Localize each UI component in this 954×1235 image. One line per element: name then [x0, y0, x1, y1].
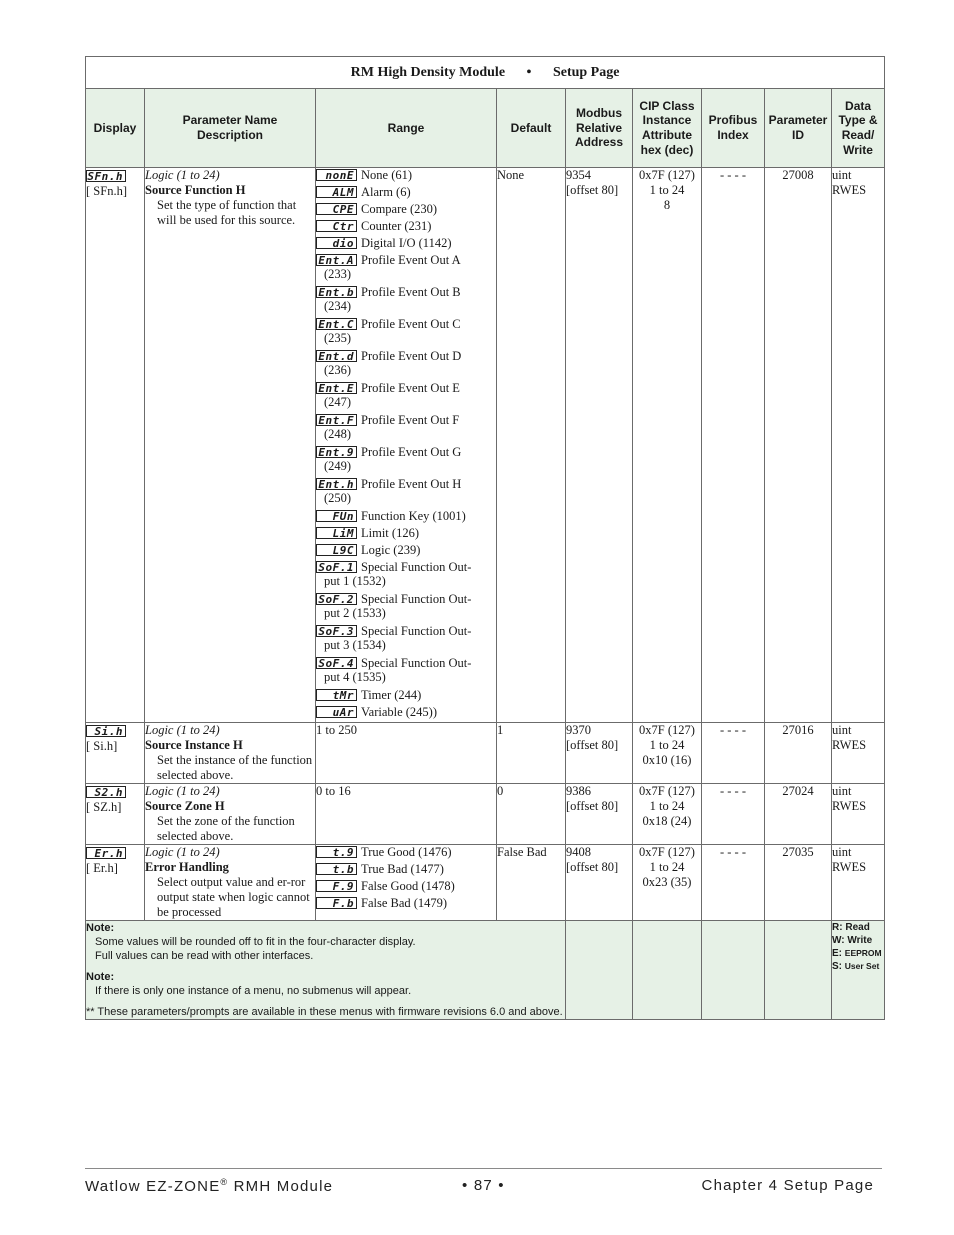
default-value: False Bad	[497, 845, 566, 921]
range-display-code: SoF.4	[316, 657, 357, 669]
legend-key: R:	[832, 922, 843, 933]
modbus-cell	[566, 845, 633, 921]
range-option	[316, 879, 496, 894]
param-logic: Logic (1 to 24)	[145, 723, 220, 737]
footer-product	[85, 1177, 333, 1195]
range-option	[316, 477, 496, 506]
parameter-id: 27024	[765, 784, 832, 845]
range-display-code: tMr	[316, 689, 357, 701]
cip-instance: 1 to 24	[649, 799, 685, 813]
range-option-label: Profile Event Out B	[361, 285, 461, 299]
table-row	[86, 168, 885, 723]
range-display-code: dio	[316, 237, 357, 249]
range-display-code: L9C	[316, 544, 357, 556]
range-display-code: ALM	[316, 186, 357, 198]
table-row	[86, 845, 885, 921]
range-option	[316, 509, 496, 524]
modbus-offset: [offset 80]	[566, 183, 619, 197]
range-option	[316, 624, 496, 653]
col-param-name-header: Parameter Name Description	[145, 89, 316, 168]
display-cell	[86, 784, 145, 845]
firmware-note: ** These parameters/prompts are available in these menus with firmware revisions 6.0 and above.	[86, 1006, 563, 1018]
range-option-label: Limit (126)	[361, 526, 419, 540]
cip-class: 0x7F (127)	[639, 723, 695, 737]
param-logic: Logic (1 to 24)	[145, 845, 220, 859]
data-type-cell	[832, 784, 885, 845]
range-option-label: Profile Event Out C	[361, 317, 461, 331]
range-option-label: True Bad (1477)	[361, 862, 444, 876]
range-option-label: True Good (1476)	[361, 845, 452, 859]
display-code: S2.h	[86, 786, 126, 798]
legend-key: E:	[832, 948, 842, 959]
range-display-code: nonE	[316, 169, 357, 181]
display-code: Er.h	[86, 847, 126, 859]
cip-attribute: 0x18 (24)	[642, 814, 692, 828]
range-display-code: Ent.9	[316, 446, 357, 458]
modbus-address: 9386	[566, 784, 591, 798]
range-option-label: Counter (231)	[361, 219, 432, 233]
legend-value: Read	[845, 922, 870, 933]
range-option-label: Special Function Out-	[361, 592, 472, 606]
registered-mark: ®	[220, 1177, 229, 1187]
range-display-code: SoF.1	[316, 561, 357, 573]
col-profibus-header: Profibus Index	[702, 89, 765, 168]
notes-row	[86, 921, 885, 1020]
param-cell	[145, 784, 316, 845]
cip-class: 0x7F (127)	[639, 168, 695, 182]
range-display-code: F.b	[316, 897, 357, 909]
range-display-code: Ent.E	[316, 382, 357, 394]
range-option	[316, 560, 496, 589]
note-text: Full values can be read with other interfaces.	[95, 950, 314, 962]
col-default-header: Default	[497, 89, 566, 168]
cip-instance: 1 to 24	[649, 860, 685, 874]
profibus-index: - - - -	[702, 845, 765, 921]
col-modbus-header: Modbus Relative Address	[566, 89, 633, 168]
legend-value: EEPROM	[844, 948, 882, 958]
header-row	[86, 89, 885, 168]
modbus-cell	[566, 168, 633, 723]
param-logic: Logic (1 to 24)	[145, 784, 220, 798]
range-option-label: Function Key (1001)	[361, 509, 466, 523]
display-code: SFn.h	[86, 170, 126, 182]
range-option-label: Profile Event Out E	[361, 381, 460, 395]
range-option	[316, 168, 496, 183]
range-display-code: Ent.h	[316, 478, 357, 490]
range-display-code: t.b	[316, 863, 357, 875]
modbus-offset: [offset 80]	[566, 738, 619, 752]
cip-instance: 1 to 24	[649, 183, 685, 197]
col-display-header: Display	[86, 89, 145, 168]
notes-empty-cell	[702, 921, 765, 1020]
cip-class: 0x7F (127)	[639, 784, 695, 798]
range-option-label: Special Function Out-	[361, 656, 472, 670]
range-display-code: Ent.F	[316, 414, 357, 426]
data-type-cell	[832, 845, 885, 921]
profibus-index: - - - -	[702, 784, 765, 845]
range-option	[316, 896, 496, 911]
data-type: uint	[832, 723, 852, 737]
rw-legend	[832, 921, 885, 1020]
range-option	[316, 253, 496, 282]
notes-empty-cell	[566, 921, 633, 1020]
cip-cell	[633, 845, 702, 921]
notes-empty-cell	[765, 921, 832, 1020]
page-title: Setup Page	[552, 64, 620, 80]
range-display-code: F.9	[316, 880, 357, 892]
footer-brand: Watlow EZ-ZONE	[85, 1178, 221, 1195]
range-option-label: Profile Event Out G	[361, 445, 462, 459]
read-write: RWES	[832, 799, 867, 813]
range-display-code: Ctr	[316, 220, 357, 232]
data-type-cell	[832, 168, 885, 723]
col-range-header: Range	[316, 89, 497, 168]
range-display-code: uAr	[316, 706, 357, 718]
range-option-continuation: (247)	[324, 395, 352, 409]
display-label: [ SFn.h]	[86, 184, 127, 198]
cip-class: 0x7F (127)	[639, 845, 695, 859]
read-write: RWES	[832, 738, 867, 752]
range-cell	[316, 168, 497, 723]
col-data-type-header: Data Type & Read/ Write	[832, 89, 885, 168]
range-option	[316, 317, 496, 346]
cip-cell	[633, 168, 702, 723]
display-label: [ Er.h]	[86, 861, 118, 875]
parameter-id: 27035	[765, 845, 832, 921]
range-option-continuation: (234)	[324, 299, 352, 313]
range-option-continuation: put 4 (1535)	[324, 670, 386, 684]
param-cell	[145, 168, 316, 723]
range-option	[316, 185, 496, 200]
param-description: Set the zone of the function selected above.	[157, 814, 295, 843]
note-heading: Note:	[86, 971, 115, 983]
range-option	[316, 543, 496, 558]
default-value: None	[497, 168, 566, 723]
modbus-address: 9408	[566, 845, 591, 859]
range-option	[316, 526, 496, 541]
table-row	[86, 784, 885, 845]
range-option-label: False Bad (1479)	[361, 896, 448, 910]
param-cell	[145, 845, 316, 921]
param-name: Source Function H	[145, 183, 246, 197]
range-option-label: Profile Event Out D	[361, 349, 462, 363]
display-code: Si.h	[86, 725, 126, 737]
range-option-label: Timer (244)	[361, 688, 422, 702]
range-display-code: t.9	[316, 846, 357, 858]
modbus-address: 9370	[566, 723, 591, 737]
footer-divider	[85, 1168, 882, 1169]
range-option	[316, 236, 496, 251]
parameter-table	[85, 56, 885, 1020]
range-option-continuation: (249)	[324, 459, 352, 473]
note-text: If there is only one instance of a menu, no submenus will appear.	[95, 985, 412, 997]
display-cell	[86, 168, 145, 723]
range-option-label: Profile Event Out F	[361, 413, 460, 427]
range-display-code: SoF.3	[316, 625, 357, 637]
range-display-code: CPE	[316, 203, 357, 215]
display-cell	[86, 845, 145, 921]
default-value: 1	[497, 723, 566, 784]
range-value: 0 to 16	[316, 784, 497, 845]
legend-key: S:	[832, 961, 842, 972]
range-display-code: Ent.C	[316, 318, 357, 330]
range-option	[316, 349, 496, 378]
range-option	[316, 445, 496, 474]
param-name: Error Handling	[145, 860, 229, 874]
range-option-label: Compare (230)	[361, 202, 438, 216]
range-option-continuation: put 3 (1534)	[324, 638, 386, 652]
cip-cell	[633, 784, 702, 845]
module-title: RM High Density Module	[350, 64, 506, 80]
range-option	[316, 656, 496, 685]
col-param-id-header: Parameter ID	[765, 89, 832, 168]
legend-value: User Set	[844, 961, 880, 971]
data-type: uint	[832, 845, 852, 859]
range-option-continuation: (233)	[324, 267, 352, 281]
range-option	[316, 688, 496, 703]
legend-value: Write	[847, 935, 873, 946]
range-display-code: FUn	[316, 510, 357, 522]
profibus-index: - - - -	[702, 168, 765, 723]
range-option	[316, 413, 496, 442]
modbus-cell	[566, 723, 633, 784]
data-type: uint	[832, 168, 852, 182]
display-label: [ Si.h]	[86, 739, 118, 753]
range-option	[316, 845, 496, 860]
range-display-code: Ent.d	[316, 350, 357, 362]
parameter-id: 27016	[765, 723, 832, 784]
range-option	[316, 381, 496, 410]
title-separator: •	[526, 64, 532, 80]
range-option	[316, 285, 496, 314]
range-cell	[316, 845, 497, 921]
modbus-cell	[566, 784, 633, 845]
modbus-address: 9354	[566, 168, 591, 182]
range-option-label: Special Function Out-	[361, 624, 472, 638]
param-description: Select output value and er-ror output state when logic cannot be processed	[157, 875, 310, 919]
range-display-code: Ent.b	[316, 286, 357, 298]
range-value: 1 to 250	[316, 723, 497, 784]
data-type: uint	[832, 784, 852, 798]
read-write: RWES	[832, 860, 867, 874]
range-option-continuation: put 1 (1532)	[324, 574, 386, 588]
range-option-label: Logic (239)	[361, 543, 421, 557]
param-description: Set the type of function that will be used for this source.	[157, 198, 297, 227]
display-cell	[86, 723, 145, 784]
range-option	[316, 219, 496, 234]
table-row	[86, 723, 885, 784]
range-display-code: SoF.2	[316, 593, 357, 605]
range-display-code: LiM	[316, 527, 357, 539]
range-option-continuation: (248)	[324, 427, 352, 441]
cip-cell	[633, 723, 702, 784]
data-type-cell	[832, 723, 885, 784]
range-option-continuation: (236)	[324, 363, 352, 377]
note-text: Some values will be rounded off to fit in the four-character display.	[95, 936, 416, 948]
param-logic: Logic (1 to 24)	[145, 168, 220, 182]
range-option-label: Profile Event Out H	[361, 477, 462, 491]
cip-attribute: 0x23 (35)	[642, 875, 692, 889]
default-value: 0	[497, 784, 566, 845]
notes-cell	[86, 921, 566, 1020]
display-label: [ SZ.h]	[86, 800, 122, 814]
col-cip-header: CIP Class Instance Attribute hex (dec)	[633, 89, 702, 168]
cip-attribute: 0x10 (16)	[642, 753, 692, 767]
range-option-label: Variable (245))	[361, 705, 438, 719]
table-title	[86, 57, 885, 89]
range-option-label: Digital I/O (1142)	[361, 236, 452, 250]
range-option-label: Special Function Out-	[361, 560, 472, 574]
range-option	[316, 705, 496, 720]
notes-empty-cell	[633, 921, 702, 1020]
cip-attribute: 8	[663, 198, 671, 212]
note-heading: Note:	[86, 922, 115, 934]
range-option	[316, 862, 496, 877]
range-option-label: Alarm (6)	[361, 185, 411, 199]
param-cell	[145, 723, 316, 784]
page-number: • 87 •	[462, 1177, 505, 1194]
range-option-label: False Good (1478)	[361, 879, 455, 893]
range-option	[316, 592, 496, 621]
range-option-continuation: (235)	[324, 331, 352, 345]
footer-module: RMH Module	[228, 1178, 334, 1195]
modbus-offset: [offset 80]	[566, 860, 619, 874]
range-option-label: None (61)	[361, 168, 413, 182]
legend-key: W:	[832, 935, 845, 946]
param-name: Source Instance H	[145, 738, 243, 752]
range-option-continuation: put 2 (1533)	[324, 606, 386, 620]
cip-instance: 1 to 24	[649, 738, 685, 752]
param-name: Source Zone H	[145, 799, 225, 813]
range-display-code: Ent.A	[316, 254, 357, 266]
parameter-id: 27008	[765, 168, 832, 723]
range-option-label: Profile Event Out A	[361, 253, 461, 267]
modbus-offset: [offset 80]	[566, 799, 619, 813]
param-description: Set the instance of the function selected above.	[157, 753, 313, 782]
profibus-index: - - - -	[702, 723, 765, 784]
footer-chapter: Chapter 4 Setup Page	[701, 1177, 874, 1194]
read-write: RWES	[832, 183, 867, 197]
range-option	[316, 202, 496, 217]
range-option-continuation: (250)	[324, 491, 352, 505]
